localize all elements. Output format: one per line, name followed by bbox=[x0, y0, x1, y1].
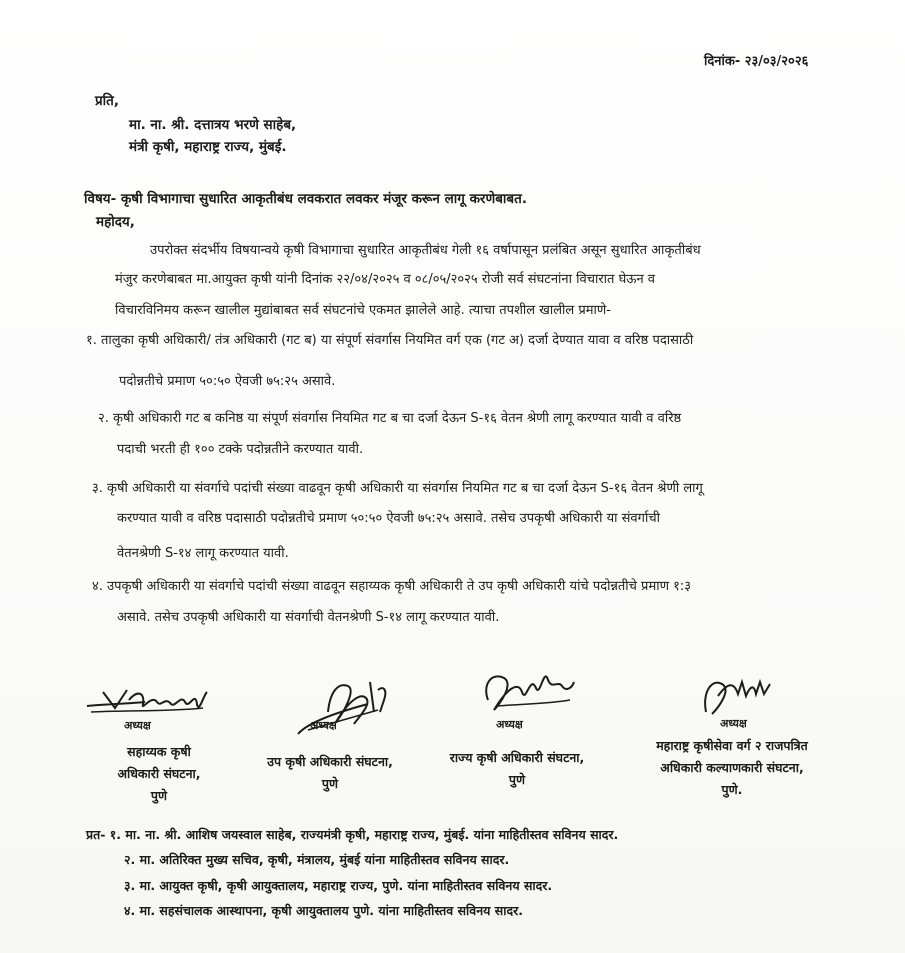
subject-line: विषय- कृषी विभागाचा सुधारित आकृतीबंध लवकरात लवकर मंजूर करून लागू करणेबाबत. bbox=[84, 191, 527, 207]
point-line: ३. कृषी अधिकारी या संवर्गाचे पदांची संख्या वाढवून कृषी अधिकारी या संवर्गास नियमित गट ब चा दर्जा देऊन S-१६ वेतन श्रेणी लागू bbox=[92, 481, 703, 496]
intro-line: मंजुर करणेबाबत मा.आयुक्त कृषी यांनी दिनांक २२/०४/२०२५ व ०८/०५/२०२५ रोजी सर्व संघटनांना विचारात घेऊन व bbox=[115, 272, 656, 287]
salutation: महोदय, bbox=[96, 214, 135, 230]
signatory-title: अध्यक्ष bbox=[124, 719, 151, 732]
copy-line: २. मा. अतिरिक्त मुख्य सचिव, कृषी, मंत्रालय, मुंबई यांना माहितीस्तव सविनय सादर. bbox=[124, 852, 510, 867]
signatory-org-line: पुणे. bbox=[721, 782, 743, 797]
point-line: करण्यात यावी व वरिष्ठ पदासाठी पदोन्नतीचे प्रमाण ५०:५० ऐवजी ७५:२५ असावे. तसेच उपकृषी अधिकारी या संवर्गाची bbox=[117, 511, 660, 526]
intro-line: उपरोक्त संदर्भीय विषयान्वये कृषी विभागाचा सुधारित आकृतीबंध गेली १६ वर्षापासून प्रलंबित असून सुधारित आकृतीबंध bbox=[150, 243, 701, 258]
signatory-org-line: पुणे bbox=[321, 776, 339, 791]
signature-2 bbox=[278, 672, 398, 742]
signatory-org-line: राज्य कृषी अधिकारी संघटना, bbox=[449, 750, 585, 765]
point-line: १. तालुका कृषी अधिकारी/ तंत्र अधिकारी (गट ब) या संपूर्ण संवर्गास नियमित वर्ग एक (गट अ) दर्जा देण्यात यावा व वरिष्ठ पदासाठी bbox=[86, 333, 694, 348]
addressee-name: मा. ना. श्री. दत्तात्रय भरणे साहेब, bbox=[129, 117, 297, 133]
signatory-org-line: पुणे bbox=[150, 788, 168, 803]
copy-line: ३. मा. आयुक्त कृषी, कृषी आयुक्तालय, महाराष्ट्र राज्य, पुणे. यांना माहितीस्तव सविनय सादर. bbox=[124, 878, 553, 893]
point-line: असावे. तसेच उपकृषी अधिकारी या संवर्गाची वेतनश्रेणी S-१४ लागू करण्यात यावी. bbox=[117, 610, 500, 625]
signature-3 bbox=[478, 660, 578, 718]
point-line: २. कृषी अधिकारी गट ब कनिष्ठ या संपूर्ण संवर्गास नियमित गट ब चा दर्जा देऊन S-१६ वेतन श्रेणी लागू करण्यात यावी व वरिष्ठ bbox=[98, 411, 682, 426]
copy-line: ४. मा. सहसंचालक आस्थापना, कृषी आयुक्तालय पुणे. यांना माहितीस्तव सविनय सादर. bbox=[124, 903, 523, 918]
signatory-org bbox=[240, 751, 420, 795]
letter-date: दिनांक- २३/०३/२०२६ bbox=[704, 54, 809, 69]
addressee-designation: मंत्री कृषी, महाराष्ट्र राज्य, मुंबई. bbox=[129, 139, 287, 155]
signatory-org-line: अधिकारी कल्याणकारी संघटना, bbox=[660, 760, 804, 775]
signatory-org-line: महाराष्ट्र कृषीसेवा वर्ग २ राजपत्रित bbox=[656, 738, 808, 753]
signatory-org bbox=[420, 747, 614, 791]
point-line: ४. उपकृषी अधिकारी या संवर्गाचे पदांची संख्या वाढवून सहाय्यक कृषी अधिकारी ते उप कृषी अधिकारी यांचे पदोन्नतीचे प्रमाण १:३ bbox=[92, 579, 692, 594]
point-line: पदाची भरती ही १०० टक्के पदोन्नतीने करण्यात यावी. bbox=[117, 442, 364, 457]
intro-line: विचारविनिमय करून खालील मुद्यांबाबत सर्व संघटनांचे एकमत झालेले आहे. त्याचा तपशील खालील प्रमाणे- bbox=[115, 303, 611, 318]
signatory-org-line: उप कृषी अधिकारी संघटना, bbox=[267, 754, 393, 769]
signatory-org bbox=[100, 741, 218, 807]
signature-4 bbox=[698, 672, 778, 722]
signatory-title: अध्यक्ष bbox=[496, 718, 523, 731]
signatory-org-line: अधिकारी संघटना, bbox=[117, 766, 201, 781]
signatory-title: अध्यक्ष bbox=[720, 717, 747, 730]
point-line: पदोन्नतीचे प्रमाण ५०:५० ऐवजी ७५:२५ असावे. bbox=[119, 374, 336, 389]
signatory-org-line: पुणे bbox=[508, 772, 526, 787]
addressee-label: प्रति, bbox=[95, 93, 120, 109]
copy-line: प्रत- १. मा. ना. श्री. आशिष जयस्वाल साहेब, राज्यमंत्री कृषी, महाराष्ट्र राज्य, मुंबई. यांना माहितीस्तव सविनय सादर. bbox=[86, 827, 619, 842]
signatory-title: अध्यक्ष bbox=[310, 719, 337, 732]
signatory-org-line: सहाय्यक कृषी bbox=[127, 744, 191, 759]
point-line: वेतनश्रेणी S-१४ लागू करण्यात यावी. bbox=[117, 546, 289, 561]
signatory-org bbox=[620, 735, 844, 801]
